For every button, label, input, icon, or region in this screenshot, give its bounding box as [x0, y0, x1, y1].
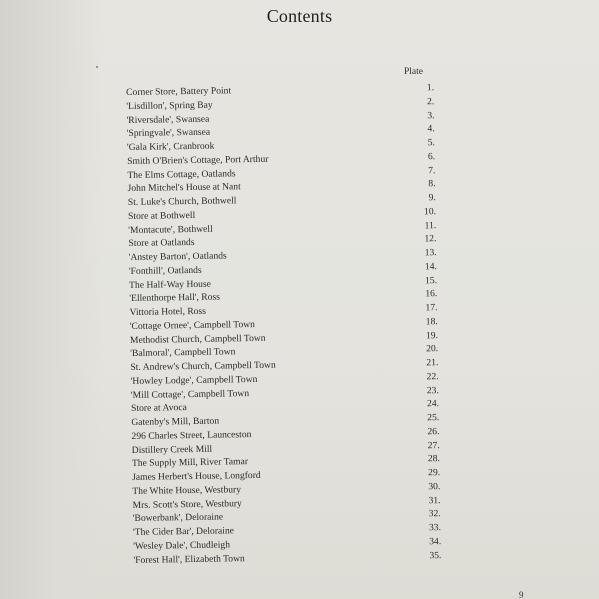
entry-plate-number: 28.	[427, 453, 440, 465]
entry-title: 'Howley Lodge', Campbell Town	[130, 373, 258, 387]
page-title: Contents	[266, 6, 333, 26]
entry-title: The Half-Way House	[129, 278, 212, 291]
entry-plate-number: 1.	[426, 82, 435, 94]
entry-title: Vittoria Hotel, Ross	[129, 305, 207, 318]
entry-title: 'Montacute', Bothwell	[128, 223, 213, 236]
entry-title: Distillery Creek Mill	[131, 443, 213, 456]
entry-plate-number: 3.	[427, 109, 435, 121]
entry-plate-number: 30.	[428, 480, 441, 493]
entry-plate-number: 9.	[428, 192, 436, 204]
entry-plate-number: 27.	[427, 439, 440, 451]
entry-title: The Supply Mill, River Tamar	[131, 456, 249, 470]
entry-title: 'Riversdale', Swansea	[126, 113, 210, 126]
entry-title: 'Ellenthorpe Hall', Ross	[129, 291, 221, 305]
entry-title: 'Balmoral', Campbell Town	[130, 346, 236, 360]
plate-column-header: Plate	[404, 67, 423, 77]
entry-plate-number: 33.	[428, 522, 442, 534]
page-number: 9	[519, 590, 524, 599]
entry-title: 'Anstey Barton', Oatlands	[128, 250, 227, 263]
entry-plate-number: 13.	[424, 247, 437, 259]
entry-plate-number: 29.	[428, 467, 441, 479]
entry-plate-number: 16.	[425, 288, 438, 300]
page-gutter-shadow	[0, 0, 104, 599]
entry-plate-number: 10.	[423, 205, 437, 218]
entry-plate-number: 21.	[426, 357, 439, 369]
entry-plate-number: 4.	[427, 123, 435, 135]
entry-plate-number: 6.	[427, 150, 436, 163]
entry-title: Smith O'Brien's Cottage, Port Arthur	[127, 153, 269, 167]
entry-title: 'Forest Hall', Elizabeth Town	[133, 552, 245, 566]
entry-plate-number: 25.	[427, 412, 440, 424]
entry-plate-number: 17.	[425, 302, 438, 314]
entry-plate-number: 14.	[424, 260, 437, 273]
entry-plate-number: 20.	[426, 343, 439, 355]
entry-plate-number: 34.	[429, 535, 442, 548]
entry-plate-number: 2.	[426, 95, 435, 108]
entry-title: John Mitchel's House at Nant	[127, 181, 241, 195]
entry-title: Store at Bothwell	[127, 209, 196, 222]
entry-title: 'Gala Kirk', Cranbrook	[126, 140, 215, 153]
entry-title: 'Fonthill', Oatlands	[128, 264, 202, 277]
entry-title: Gatenby's Mill, Barton	[131, 415, 220, 428]
entry-title: The Elms Cottage, Oatlands	[127, 167, 236, 181]
entry-title: 'Lisdillon', Spring Bay	[126, 99, 213, 112]
entry-plate-number: 26.	[427, 425, 440, 438]
entry-plate-number: 32.	[428, 508, 441, 520]
entry-plate-number: 19.	[425, 329, 439, 341]
entry-plate-number: 18.	[425, 315, 438, 328]
contents-list	[126, 81, 444, 567]
entry-title: 'Cottage Ornee', Campbell Town	[129, 318, 256, 332]
entry-plate-number: 24.	[426, 398, 440, 410]
entry-title: 'The Cider Bar', Deloraine	[132, 525, 235, 538]
entry-title: Methodist Church, Campbell Town	[129, 332, 266, 346]
entry-title: 'Wesley Dale', Chudleigh	[133, 539, 231, 552]
entry-title: James Herbert's House, Longford	[132, 469, 261, 483]
entry-title: 'Mill Cottage', Campbell Town	[130, 387, 250, 401]
entry-title: St. Andrew's Church, Campbell Town	[130, 359, 276, 373]
entry-plate-number: 7.	[428, 164, 436, 176]
entry-title: Corner Store, Battery Point	[126, 85, 232, 98]
entry-plate-number: 5.	[427, 137, 436, 149]
paper-speck	[96, 66, 98, 68]
entry-title: The White House, Westbury	[132, 483, 242, 497]
entry-plate-number: 12.	[424, 233, 437, 245]
entry-plate-number: 8.	[428, 178, 436, 190]
entry-title: 'Springvale', Swansea	[126, 126, 211, 140]
entry-title: Store at Oatlands	[128, 237, 195, 250]
entry-plate-number: 23.	[426, 384, 439, 396]
entry-title: Mrs. Scott's Store, Westbury	[132, 497, 242, 511]
entry-title: 296 Charles Street, Launceston	[131, 428, 252, 442]
entry-title: 'Bowerbank', Deloraine	[132, 511, 224, 525]
entry-title: Store at Avoca	[130, 402, 187, 415]
entry-plate-number: 11.	[424, 219, 437, 231]
entry-plate-number: 15.	[425, 274, 438, 286]
entry-title: St. Luke's Church, Bothwell	[127, 195, 237, 208]
entry-plate-number: 35.	[429, 549, 442, 561]
entry-plate-number: 22.	[426, 370, 439, 383]
entry-plate-number: 31.	[428, 494, 441, 506]
